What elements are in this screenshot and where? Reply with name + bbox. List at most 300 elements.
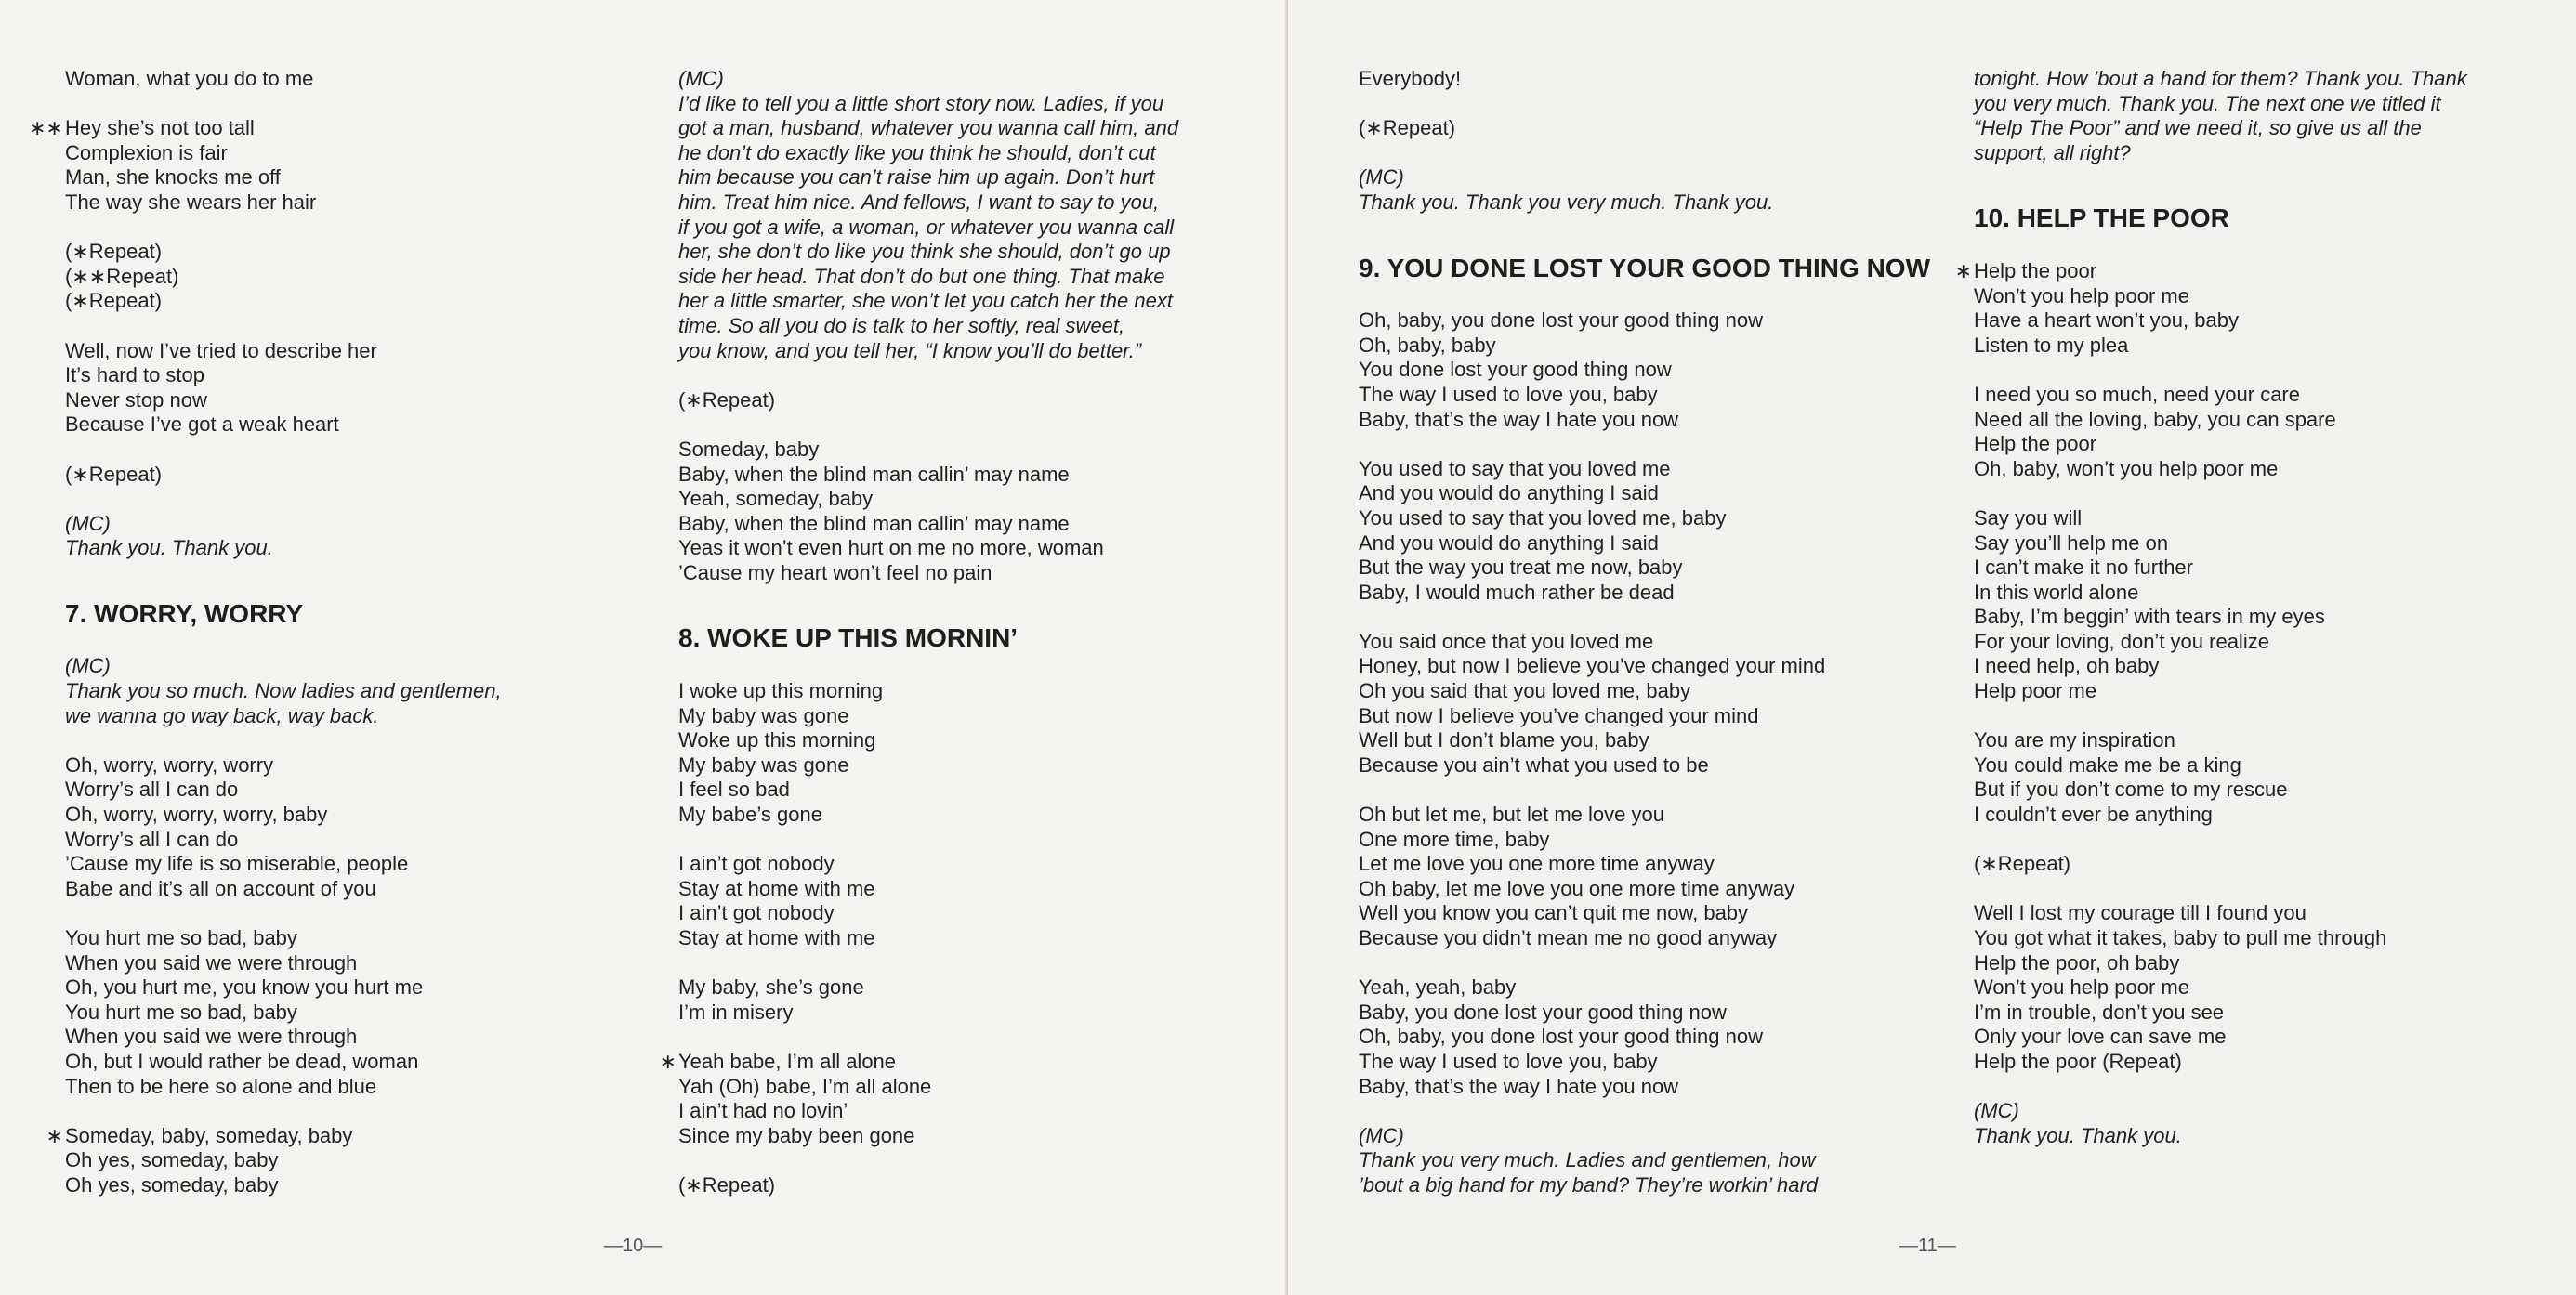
lyric-line — [1359, 704, 1916, 729]
line-text: Because I’ve got a weak heart — [65, 412, 339, 437]
lyric-line — [678, 1124, 1236, 1149]
lyric-line — [46, 1123, 623, 1149]
lyric-line — [1974, 728, 2531, 753]
line-text: Only your love can save me — [1974, 1025, 2227, 1049]
mc-commentary-line — [1974, 1124, 2531, 1149]
line-text: I need you so much, need your care — [1974, 382, 2300, 406]
lyric-line — [65, 803, 623, 828]
lyric-line — [1359, 901, 1916, 926]
lyric-line — [1974, 753, 2531, 778]
line-text: I woke up this morning — [678, 679, 884, 703]
lyric-line — [678, 1075, 1236, 1100]
lyric-line — [1974, 284, 2531, 309]
line-text: It’s hard to stop — [65, 363, 205, 387]
spacer — [65, 1099, 623, 1124]
lyric-line — [1359, 506, 1916, 531]
lyric-line — [1359, 803, 1916, 828]
mc-commentary-line — [65, 536, 623, 561]
line-text: I ain’t got nobody — [678, 901, 835, 925]
mc-commentary-line — [678, 289, 1236, 314]
line-text: tonight. How ’bout a hand for them? Thank you. Thank — [1974, 67, 2467, 90]
spacer — [1974, 481, 2531, 506]
lyric-line — [1974, 531, 2531, 556]
lyric-line — [678, 926, 1236, 951]
line-text: I’m in trouble, don’t you see — [1974, 1000, 2225, 1024]
spacer — [678, 951, 1236, 976]
lyric-line — [1974, 901, 2531, 926]
mc-commentary-line — [678, 314, 1236, 339]
lyric-line — [678, 679, 1236, 704]
mc-commentary-line — [678, 67, 1236, 92]
lyric-line — [1359, 1001, 1916, 1026]
line-text: Well but I don’t blame you, baby — [1359, 728, 1649, 752]
lyric-line — [1974, 457, 2531, 482]
line-text: Baby, that’s the way I hate you now — [1359, 407, 1679, 431]
spacer — [678, 828, 1236, 853]
line-text: Oh, worry, worry, worry — [65, 752, 274, 777]
line-text: Say you’ll help me on — [1974, 530, 2169, 555]
line-text: Because you didn’t mean me no good anyway — [1359, 926, 1778, 949]
page-number-left: —10— — [604, 1236, 663, 1256]
lyric-line — [65, 289, 623, 314]
lyric-line — [1359, 1075, 1916, 1100]
line-text: Oh, but I would rather be dead, woman — [65, 1049, 419, 1073]
lyric-line — [1359, 481, 1916, 506]
line-text: (∗∗Repeat) — [65, 264, 179, 288]
line-text: And you would do anything I said — [1359, 530, 1659, 555]
lyric-line — [65, 1148, 623, 1173]
line-text: (MC) — [678, 67, 724, 90]
spacer — [1359, 216, 1916, 253]
line-text: if you got a wife, a woman, or whatever you wanna call — [678, 215, 1175, 239]
line-text: My baby was gone — [678, 703, 849, 727]
song-title: 10. HELP THE POOR — [1974, 203, 2229, 233]
lyric-line — [1974, 432, 2531, 457]
page-number-right: —11— — [1899, 1236, 1956, 1256]
line-text: You used to say that you loved me — [1359, 456, 1671, 480]
lyric-line — [1359, 556, 1916, 581]
spacer — [65, 728, 623, 753]
line-text: Need all the loving, baby, you can spare — [1974, 407, 2336, 431]
lyric-line — [65, 1050, 623, 1075]
line-text: Never stop now — [65, 387, 207, 412]
lyric-line — [65, 753, 623, 778]
line-text: Honey, but now I believe you’ve changed your mind — [1359, 654, 1826, 678]
lyric-line — [1974, 1025, 2531, 1050]
mc-commentary-line — [678, 116, 1236, 141]
line-text: You got what it takes, baby to pull me through — [1974, 926, 2387, 949]
line-text: Yeah, yeah, baby — [1359, 975, 1517, 1000]
song-title: 7. WORRY, WORRY — [65, 598, 304, 628]
mc-commentary-line — [678, 165, 1236, 190]
song-title: 8. WOKE UP THIS MORNIN’ — [678, 623, 1019, 653]
mc-commentary-line — [65, 512, 623, 537]
line-text: Stay at home with me — [678, 876, 875, 900]
spacer — [678, 1148, 1236, 1173]
line-text: (∗Repeat) — [65, 289, 163, 313]
lyric-line — [1974, 506, 2531, 531]
lyric-line — [678, 1173, 1236, 1198]
lyric-line — [65, 363, 623, 388]
lyric-line — [1359, 828, 1916, 853]
mc-commentary-line — [1359, 165, 1916, 190]
lyric-line — [29, 116, 623, 141]
lyric-line — [1974, 334, 2531, 359]
lyric-line — [678, 536, 1236, 561]
mc-commentary-line — [678, 141, 1236, 166]
lyric-line — [678, 778, 1236, 803]
spacer — [1974, 877, 2531, 902]
line-text: Oh, baby, you done lost your good thing now — [1359, 308, 1763, 333]
line-text: You could make me be a king — [1974, 752, 2241, 777]
line-text: Yeah, someday, baby — [678, 487, 874, 511]
line-text: Baby, I would much rather be dead — [1359, 580, 1675, 604]
lyric-line — [1974, 951, 2531, 976]
line-text: Baby, I’m beggin’ with tears in my eyes — [1974, 605, 2325, 629]
lyric-line — [678, 877, 1236, 902]
spacer — [1974, 165, 2531, 203]
chorus-marker: ∗∗ — [29, 116, 63, 140]
lyric-line — [1359, 630, 1916, 655]
line-text: Complexion is fair — [65, 140, 228, 164]
left-page-column-1 — [29, 67, 623, 1198]
line-text: Baby, you done lost your good thing now — [1359, 1000, 1727, 1024]
spacer — [1974, 828, 2531, 853]
line-text: her a little smarter, she won’t let you catch her the next — [678, 289, 1173, 313]
lyric-line — [678, 463, 1236, 488]
line-text: Woke up this morning — [678, 728, 876, 752]
line-text: Listen to my plea — [1974, 333, 2129, 357]
line-text: got a man, husband, whatever you wanna call him, and — [678, 116, 1179, 140]
line-text: Then to be here so alone and blue — [65, 1074, 377, 1098]
line-text: Someday, baby — [678, 437, 820, 461]
lyric-line — [65, 67, 623, 92]
line-text: Have a heart won’t you, baby — [1974, 308, 2239, 333]
lyric-line — [65, 975, 623, 1001]
lyric-line — [1359, 457, 1916, 482]
mc-commentary-line — [1974, 92, 2531, 117]
right-page-column-2 — [1954, 67, 2531, 1148]
line-text: Help poor me — [1974, 679, 2097, 703]
mc-commentary-line — [65, 679, 623, 704]
lyric-line — [678, 753, 1236, 778]
lyric-line — [678, 561, 1236, 586]
line-text: Someday, baby, someday, baby — [65, 1123, 353, 1147]
spacer — [1974, 358, 2531, 383]
mc-commentary-line — [678, 339, 1236, 364]
lyric-line — [1974, 852, 2531, 877]
line-text: Oh baby, let me love you one more time anyway — [1359, 876, 1795, 900]
lyric-line — [65, 265, 623, 290]
line-text: Woman, what you do to me — [65, 67, 314, 90]
lyric-line — [678, 975, 1236, 1001]
line-text: Baby, that’s the way I hate you now — [1359, 1074, 1679, 1098]
lyric-line — [1359, 531, 1916, 556]
lyric-line — [1359, 383, 1916, 408]
line-text: support, all right? — [1974, 140, 2131, 164]
line-text: Everybody! — [1359, 67, 1462, 90]
line-text: Well, now I’ve tried to describe her — [65, 338, 377, 362]
spacer — [678, 1025, 1236, 1050]
line-text: I feel so bad — [678, 778, 790, 802]
line-text: Yeah babe, I’m all alone — [678, 1049, 897, 1073]
spacer — [65, 630, 623, 655]
line-text: When you said we were through — [65, 950, 358, 975]
lyric-line — [1954, 258, 2531, 284]
line-text: Help the poor (Repeat) — [1974, 1049, 2182, 1073]
lyric-line — [1974, 308, 2531, 334]
lyric-line — [678, 388, 1236, 413]
lyric-line — [65, 240, 623, 265]
line-text: The way I used to love you, baby — [1359, 1049, 1658, 1073]
line-text: Hey she’s not too tall — [65, 116, 255, 140]
line-text: Oh, baby, won’t you help poor me — [1974, 456, 2279, 480]
line-text: Stay at home with me — [678, 926, 875, 949]
lyric-line — [65, 951, 623, 976]
line-text: (MC) — [1974, 1099, 2019, 1123]
line-text: I’d like to tell you a little short story now. Ladies, if you — [678, 91, 1164, 115]
line-text: “Help The Poor” and we need it, so give us all the — [1974, 116, 2422, 140]
song-title: 9. YOU DONE LOST YOUR GOOD THING NOW — [1359, 253, 1931, 282]
lyric-line — [1359, 679, 1916, 704]
lyric-line — [65, 388, 623, 413]
line-text: My babe’s gone — [678, 803, 822, 827]
mc-commentary-line — [1974, 116, 2531, 141]
line-text: her, she don’t do like you think she should, don’t go up — [678, 240, 1171, 264]
lyric-line — [1974, 630, 2531, 655]
line-text: time. So all you do is talk to her softly, real sweet, — [678, 313, 1125, 337]
lyric-line — [65, 1075, 623, 1100]
line-text: (∗Repeat) — [1359, 116, 1456, 140]
lyric-line — [65, 828, 623, 853]
spacer — [65, 438, 623, 463]
spacer — [1359, 284, 1916, 309]
lyric-line — [1359, 728, 1916, 753]
line-text: (MC) — [1359, 1123, 1404, 1147]
lyric-line — [1974, 926, 2531, 951]
line-text: Won’t you help poor me — [1974, 283, 2189, 307]
line-text: But if you don’t come to my rescue — [1974, 778, 2288, 802]
lyric-line — [1359, 67, 1916, 92]
lyric-line — [65, 852, 623, 877]
line-text: And you would do anything I said — [1359, 481, 1659, 505]
line-text: Help the poor — [1974, 432, 2097, 456]
line-text: (∗Repeat) — [678, 1172, 776, 1197]
line-text: Worry’s all I can do — [65, 827, 239, 851]
line-text: Worry’s all I can do — [65, 778, 239, 802]
line-text: Oh, you hurt me, you know you hurt me — [65, 975, 424, 1000]
lyric-line — [678, 803, 1236, 828]
mc-commentary-line — [678, 216, 1236, 241]
mc-commentary-line — [1359, 1173, 1916, 1198]
line-text: Thank you. Thank you. — [1974, 1123, 2182, 1147]
line-text: Yah (Oh) babe, I’m all alone — [678, 1074, 932, 1098]
lyric-line — [678, 1001, 1236, 1026]
line-text: Help the poor, oh baby — [1974, 950, 2180, 975]
lyric-line — [1974, 975, 2531, 1001]
lyric-line — [65, 778, 623, 803]
lyric-line — [1359, 308, 1916, 334]
lyric-line — [1359, 334, 1916, 359]
spacer — [65, 216, 623, 241]
mc-commentary-line — [1974, 141, 2531, 166]
lyric-line — [678, 728, 1236, 753]
line-text: Oh but let me, but let me love you — [1359, 803, 1664, 827]
line-text: (∗Repeat) — [1974, 852, 2071, 876]
lyric-line — [678, 1099, 1236, 1124]
spacer — [65, 92, 623, 117]
line-text: (∗Repeat) — [678, 387, 776, 412]
lyric-line — [1359, 926, 1916, 951]
line-text: him because you can’t raise him up again. Don’t hurt — [678, 165, 1155, 190]
mc-commentary-line — [1359, 190, 1916, 216]
line-text: Oh yes, someday, baby — [65, 1172, 279, 1197]
line-text: Baby, when the blind man callin’ may name — [678, 511, 1070, 535]
line-text: Oh yes, someday, baby — [65, 1148, 279, 1172]
lyric-line — [678, 704, 1236, 729]
spacer — [65, 487, 623, 512]
lyric-line — [1974, 778, 2531, 803]
lyric-line — [678, 901, 1236, 926]
left-page-column-2 — [659, 67, 1236, 1198]
line-text: I can’t make it no further — [1974, 556, 2193, 580]
lyric-line — [65, 463, 623, 488]
spacer — [1359, 1099, 1916, 1124]
line-text: When you said we were through — [65, 1025, 358, 1049]
lyric-line — [1974, 679, 2531, 704]
mc-commentary-line — [1359, 1148, 1916, 1173]
lyric-line — [1359, 116, 1916, 141]
line-text: Oh, baby, you done lost your good thing now — [1359, 1025, 1763, 1049]
line-text: You done lost your good thing now — [1359, 358, 1672, 382]
line-text: Help the poor — [1974, 258, 2097, 282]
line-text: Babe and it’s all on account of you — [65, 876, 376, 900]
right-page — [1288, 0, 2576, 1295]
lyric-line — [65, 926, 623, 951]
lyric-line — [1974, 654, 2531, 679]
line-text: In this world alone — [1974, 580, 2139, 604]
lyric-line — [678, 487, 1236, 512]
mc-commentary-line — [1974, 1099, 2531, 1124]
line-text: Baby, when the blind man callin’ may name — [678, 462, 1070, 486]
spacer — [65, 901, 623, 926]
line-text: you know, and you tell her, “I know you’ll do better.” — [678, 338, 1142, 362]
right-page-column-1 — [1359, 67, 1931, 1198]
lyric-line — [1974, 1001, 2531, 1026]
line-text: For your loving, don’t you realize — [1974, 629, 2269, 653]
line-text: The way she wears her hair — [65, 190, 317, 214]
line-text: Oh, worry, worry, worry, baby — [65, 803, 328, 827]
line-text: I need help, oh baby — [1974, 654, 2160, 678]
line-text: But now I believe you’ve changed your mind — [1359, 703, 1759, 727]
line-text: you very much. Thank you. The next one we titled it — [1974, 91, 2441, 115]
lyric-line — [65, 339, 623, 364]
line-text: My baby, she’s gone — [678, 975, 864, 1000]
lyric-line — [678, 512, 1236, 537]
lyric-line — [65, 877, 623, 902]
lyric-line — [1974, 556, 2531, 581]
spacer — [65, 561, 623, 598]
line-text: (MC) — [1359, 165, 1404, 190]
spacer — [1974, 1075, 2531, 1100]
mc-commentary-line — [678, 265, 1236, 290]
line-text: (∗Repeat) — [65, 462, 163, 486]
spacer — [1974, 704, 2531, 729]
lyric-line — [1974, 803, 2531, 828]
line-text: One more time, baby — [1359, 827, 1550, 851]
spacer — [678, 412, 1236, 438]
lyric-line — [65, 1025, 623, 1050]
line-text: Since my baby been gone — [678, 1123, 915, 1147]
line-text: Thank you very much. Ladies and gentlemen, how — [1359, 1148, 1816, 1172]
line-text: My baby was gone — [678, 752, 849, 777]
line-text: ’Cause my life is so miserable, people — [65, 852, 409, 876]
line-text: You hurt me so bad, baby — [65, 926, 297, 949]
lyric-line — [1359, 1025, 1916, 1050]
lyric-line — [1359, 1050, 1916, 1075]
lyric-line — [1359, 654, 1916, 679]
lyric-line — [1359, 852, 1916, 877]
line-text: Oh, baby, baby — [1359, 333, 1496, 357]
lyric-line — [1974, 1050, 2531, 1075]
chorus-marker: ∗ — [1954, 258, 1972, 282]
mc-commentary-line — [1359, 1124, 1916, 1149]
line-text: him. Treat him nice. And fellows, I want to say to you, — [678, 190, 1160, 214]
spacer — [1359, 605, 1916, 630]
line-text: You used to say that you loved me, baby — [1359, 505, 1727, 530]
line-text: Because you ain’t what you used to be — [1359, 752, 1709, 777]
line-text: Well I lost my courage till I found you — [1974, 901, 2307, 925]
lyric-line — [65, 412, 623, 438]
lyric-line — [1974, 383, 2531, 408]
spacer — [678, 363, 1236, 388]
spacer — [1359, 951, 1916, 976]
lyric-line — [659, 1049, 1236, 1075]
mc-commentary-line — [65, 654, 623, 679]
line-text: he don’t do exactly like you think he should, don’t cut — [678, 140, 1156, 164]
line-text: Thank you. Thank you. — [65, 536, 273, 560]
mc-commentary-line — [65, 704, 623, 729]
line-text: side her head. That don’t do but one thing. That make — [678, 264, 1165, 288]
line-text: Thank you so much. Now ladies and gentlemen, — [65, 679, 502, 703]
lyric-line — [1974, 581, 2531, 606]
line-text: Oh you said that you loved me, baby — [1359, 679, 1691, 703]
line-text: ’Cause my heart won’t feel no pain — [678, 560, 992, 584]
line-text: Well you know you can’t quit me now, baby — [1359, 901, 1749, 925]
spacer — [1359, 432, 1916, 457]
mc-commentary-line — [678, 92, 1236, 117]
line-text: Say you will — [1974, 505, 2083, 530]
line-text: Man, she knocks me off — [65, 165, 281, 190]
mc-commentary-line — [678, 190, 1236, 216]
lyric-line — [678, 438, 1236, 463]
lyric-line — [65, 165, 623, 190]
lyric-line — [65, 1173, 623, 1198]
line-text: Thank you. Thank you very much. Thank you. — [1359, 190, 1774, 214]
line-text: I ain’t had no lovin’ — [678, 1099, 848, 1123]
lyric-line — [1359, 581, 1916, 606]
lyric-line — [1359, 753, 1916, 778]
line-text: You said once that you loved me — [1359, 629, 1654, 653]
line-text: I’m in misery — [678, 1000, 794, 1024]
lyric-line — [678, 852, 1236, 877]
spacer — [1359, 92, 1916, 117]
line-text: I ain’t got nobody — [678, 852, 835, 876]
line-text: I couldn’t ever be anything — [1974, 803, 2213, 827]
mc-commentary-line — [1974, 67, 2531, 92]
spacer — [1974, 234, 2531, 259]
spacer — [1359, 778, 1916, 803]
